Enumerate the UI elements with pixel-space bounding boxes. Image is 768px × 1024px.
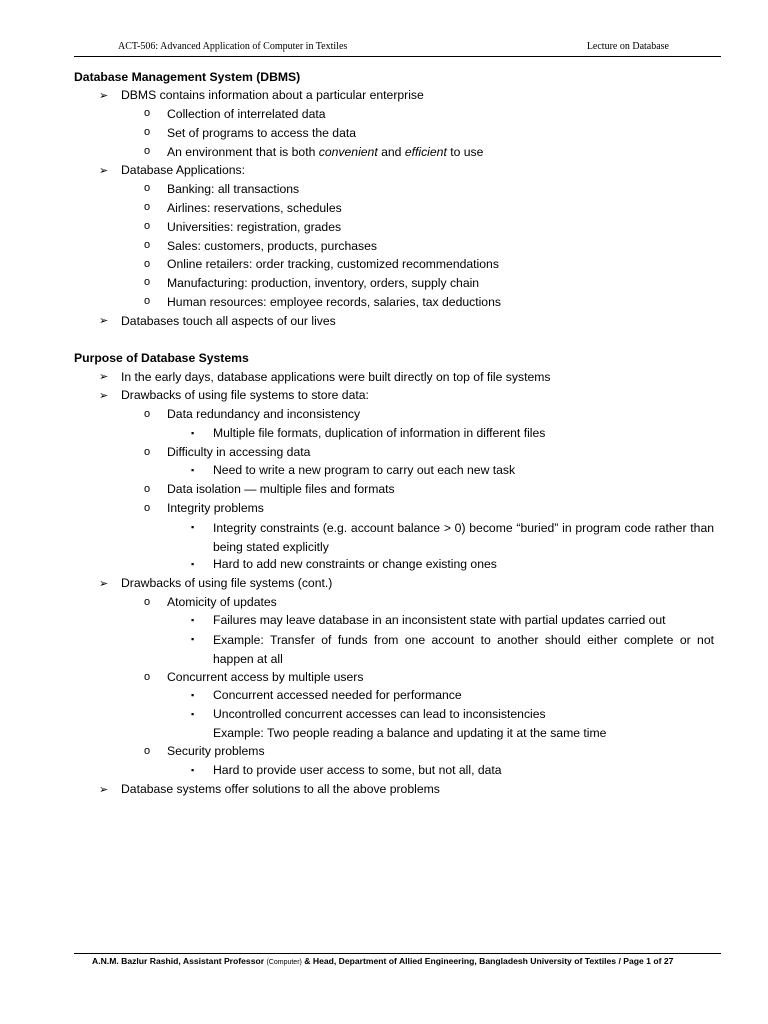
footer-affiliation: & Head, Department of Allied Engineering, Bangladesh University of Textiles / Page 1 of 27 [301, 956, 674, 966]
list-item-text: Integrity problems [167, 501, 264, 515]
circle-bullet-icon: o [144, 446, 151, 458]
circle-bullet-icon: o [144, 145, 151, 157]
circle-bullet-icon: o [144, 745, 151, 757]
list-item-text: Concurrent access by multiple users [167, 670, 364, 684]
list-item-text: Drawbacks of using file systems (cont.) [121, 576, 333, 590]
arrow-bullet-icon: ➢ [99, 90, 109, 102]
list-item-text: Sales: customers, products, purchases [167, 239, 377, 253]
footer-divider [74, 953, 721, 954]
page-footer [92, 955, 673, 969]
circle-bullet-icon: o [144, 258, 151, 270]
list-item-text: In the early days, database applications were built directly on top of file systems [121, 370, 551, 384]
arrow-bullet-icon: ➢ [99, 315, 109, 327]
arrow-bullet-icon: ➢ [99, 578, 109, 590]
list-item-text: Hard to add new constraints or change existing ones [213, 557, 497, 571]
list-item-text: Uncontrolled concurrent accesses can lead to inconsistencies [213, 707, 546, 721]
square-bullet-icon: ▪ [191, 634, 195, 644]
list-item-text: Data redundancy and inconsistency [167, 407, 361, 421]
lecture-title: Lecture on Database [586, 41, 669, 52]
list-item-text: Airlines: reservations, schedules [167, 201, 342, 215]
list-item-text: Difficulty in accessing data [167, 445, 311, 459]
list-item-text: Drawbacks of using file systems to store data: [121, 388, 369, 402]
list-item-text: DBMS contains information about a particular enterprise [121, 88, 424, 102]
list-item-text: An environment that is both convenient and efficient to use [167, 145, 484, 159]
list-item-text: Manufacturing: production, inventory, orders, supply chain [167, 276, 480, 290]
square-bullet-icon: ▪ [191, 765, 195, 775]
circle-bullet-icon: o [144, 408, 151, 420]
arrow-bullet-icon: ➢ [99, 371, 109, 383]
square-bullet-icon: ▪ [191, 428, 195, 438]
list-item-text: Database systems offer solutions to all the above problems [121, 782, 440, 796]
circle-bullet-icon: o [144, 295, 151, 307]
list-item-text: Example: Two people reading a balance and updating it at the same time [213, 726, 607, 740]
list-item-text: Failures may leave database in an inconsistent state with partial updates carried out [213, 613, 666, 627]
circle-bullet-icon: o [144, 239, 151, 251]
square-bullet-icon: ▪ [191, 559, 195, 569]
circle-bullet-icon: o [144, 126, 151, 138]
list-item-text: Concurrent accessed needed for performance [213, 688, 462, 702]
square-bullet-icon: ▪ [191, 615, 195, 625]
circle-bullet-icon: o [144, 201, 151, 213]
circle-bullet-icon: o [144, 182, 151, 194]
square-bullet-icon: ▪ [191, 690, 195, 700]
section-heading-purpose: Purpose of Database Systems [74, 351, 249, 365]
square-bullet-icon: ▪ [191, 465, 195, 475]
section-heading-dbms: Database Management System (DBMS) [74, 70, 301, 84]
footer-dept-note: (Computer) [266, 959, 302, 966]
circle-bullet-icon: o [144, 502, 151, 514]
circle-bullet-icon: o [144, 671, 151, 683]
list-item-text: Multiple file formats, duplication of information in different files [213, 426, 546, 440]
list-item-text: Security problems [167, 744, 265, 758]
list-item-text: Collection of interrelated data [167, 107, 326, 121]
list-item-text: Integrity constraints (e.g. account balance > 0) become “buried” in program code rather than being stated explicitly [213, 521, 714, 554]
footer-author: A.N.M. Bazlur Rashid, Assistant Professor [92, 956, 267, 966]
list-item-text: Set of programs to access the data [167, 126, 357, 140]
list-item-text: Data isolation — multiple files and formats [167, 482, 395, 496]
list-item-text: Example: Transfer of funds from one account to another should either complete or not happen at all [213, 633, 714, 666]
list-item-text: Banking: all transactions [167, 182, 300, 196]
circle-bullet-icon: o [144, 220, 151, 232]
header-divider [74, 56, 721, 57]
list-item-text: Human resources: employee records, salaries, tax deductions [167, 295, 501, 309]
list-item-text: Database Applications: [121, 163, 245, 177]
list-item-text: Need to write a new program to carry out each new task [213, 463, 516, 477]
square-bullet-icon: ▪ [191, 522, 195, 532]
list-item-text: Databases touch all aspects of our lives [121, 314, 336, 328]
arrow-bullet-icon: ➢ [99, 784, 109, 796]
course-title: ACT-506: Advanced Application of Computer in Textiles [118, 41, 348, 52]
list-item-text: Universities: registration, grades [167, 220, 342, 234]
arrow-bullet-icon: ➢ [99, 165, 109, 177]
list-item-text: Atomicity of updates [167, 595, 277, 609]
circle-bullet-icon: o [144, 107, 151, 119]
list-item-text: Online retailers: order tracking, customized recommendations [167, 257, 499, 271]
square-bullet-icon: ▪ [191, 709, 195, 719]
arrow-bullet-icon: ➢ [99, 390, 109, 402]
circle-bullet-icon: o [144, 483, 151, 495]
circle-bullet-icon: o [144, 596, 151, 608]
list-item-text: Hard to provide user access to some, but not all, data [213, 763, 502, 777]
circle-bullet-icon: o [144, 276, 151, 288]
